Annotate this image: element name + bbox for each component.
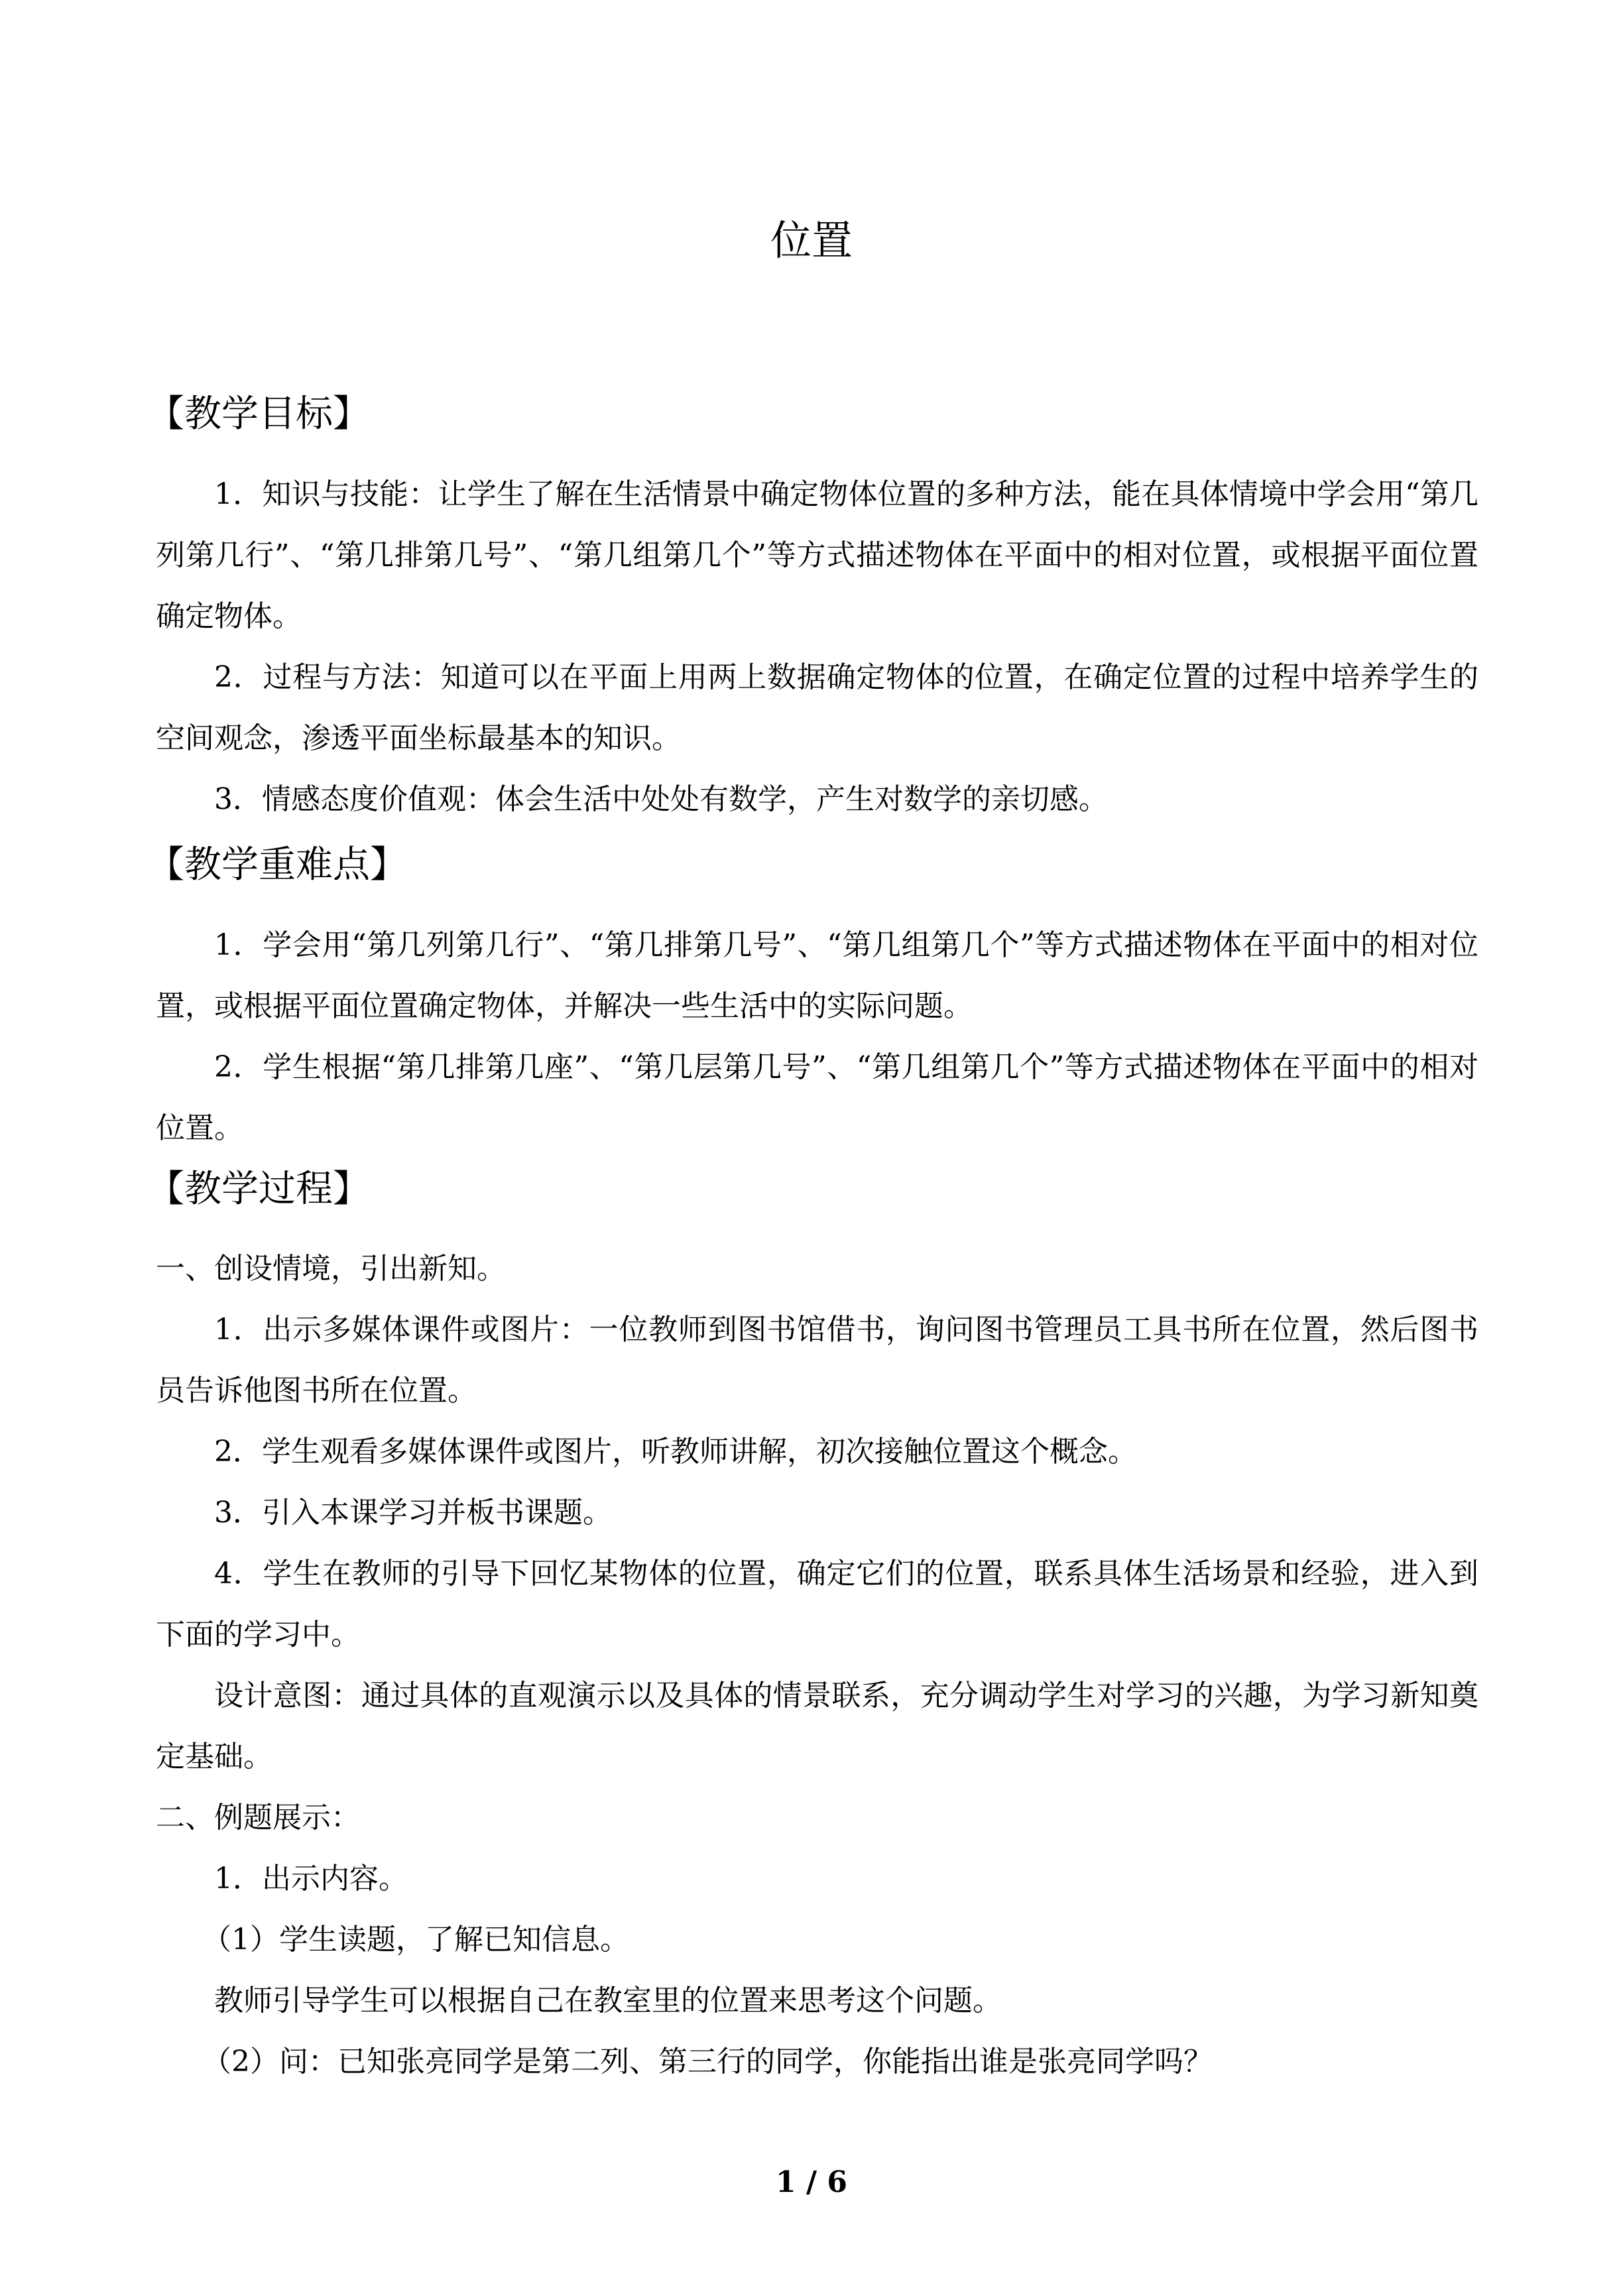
process-section-2-item-4: （2）问：已知张亮同学是第二列、第三行的同学，你能指出谁是张亮同学吗？ <box>202 2045 1213 2079</box>
process-section-2-item-3: 教师引导学生可以根据自己在教室里的位置来思考这个问题。 <box>214 1984 1002 2018</box>
heading-teaching-goals: 【教学目标】 <box>147 393 370 436</box>
process-section-1-item-1: 1．出示多媒体课件或图片：一位教师到图书馆借书，询问图书管理员工具书所在位置，然后图书员告诉他图书所在位置。 <box>156 1313 1478 1408</box>
process-section-1-item-3: 3．引入本课学习并板书课题。 <box>214 1496 612 1530</box>
process-section-1-design-intent: 设计意图：通过具体的直观演示以及具体的情景联系，充分调动学生对学习的兴趣，为学习新知奠定基础。 <box>156 1679 1478 1774</box>
goal-2: 2．过程与方法：知道可以在平面上用两上数据确定物体的位置，在确定位置的过程中培养学生的空间观念，渗透平面坐标最基本的知识。 <box>156 660 1478 755</box>
key-point-1: 1．学会用“第几列第几行”、“第几排第几号”、“第几组第几个”等方式描述物体在平面中的相对位置，或根据平面位置确定物体，并解决一些生活中的实际问题。 <box>156 928 1478 1023</box>
process-section-2-item-1: 1．出示内容。 <box>214 1862 408 1896</box>
heading-key-points: 【教学重难点】 <box>147 843 407 886</box>
heading-teaching-process: 【教学过程】 <box>147 1168 370 1211</box>
key-point-2: 2．学生根据“第几排第几座”、“第几层第几号”、“第几组第几个”等方式描述物体在平面中的相对位置。 <box>156 1050 1478 1145</box>
process-section-1-item-4: 4．学生在教师的引导下回忆某物体的位置，确定它们的位置，联系具体生活场景和经验，进入到下面的学习中。 <box>156 1557 1478 1652</box>
goal-1: 1．知识与技能：让学生了解在生活情景中确定物体位置的多种方法，能在具体情境中学会用“第几列第几行”、“第几排第几号”、“第几组第几个”等方式描述物体在平面中的相对位置，或根据平面位置确定物体。 <box>156 477 1478 633</box>
process-section-1-item-2: 2．学生观看多媒体课件或图片，听教师讲解，初次接触位置这个概念。 <box>214 1435 1137 1469</box>
goal-3: 3．情感态度价值观：体会生活中处处有数学，产生对数学的亲切感。 <box>214 782 1108 816</box>
process-section-1-title: 一、创设情境，引出新知。 <box>156 1252 506 1286</box>
process-section-2-item-2: （1）学生读题，了解已知信息。 <box>202 1923 629 1957</box>
page-number: 1 / 6 <box>776 2165 847 2199</box>
process-section-2-title: 二、例题展示： <box>156 1801 360 1835</box>
document-title: 位置 <box>770 216 853 265</box>
